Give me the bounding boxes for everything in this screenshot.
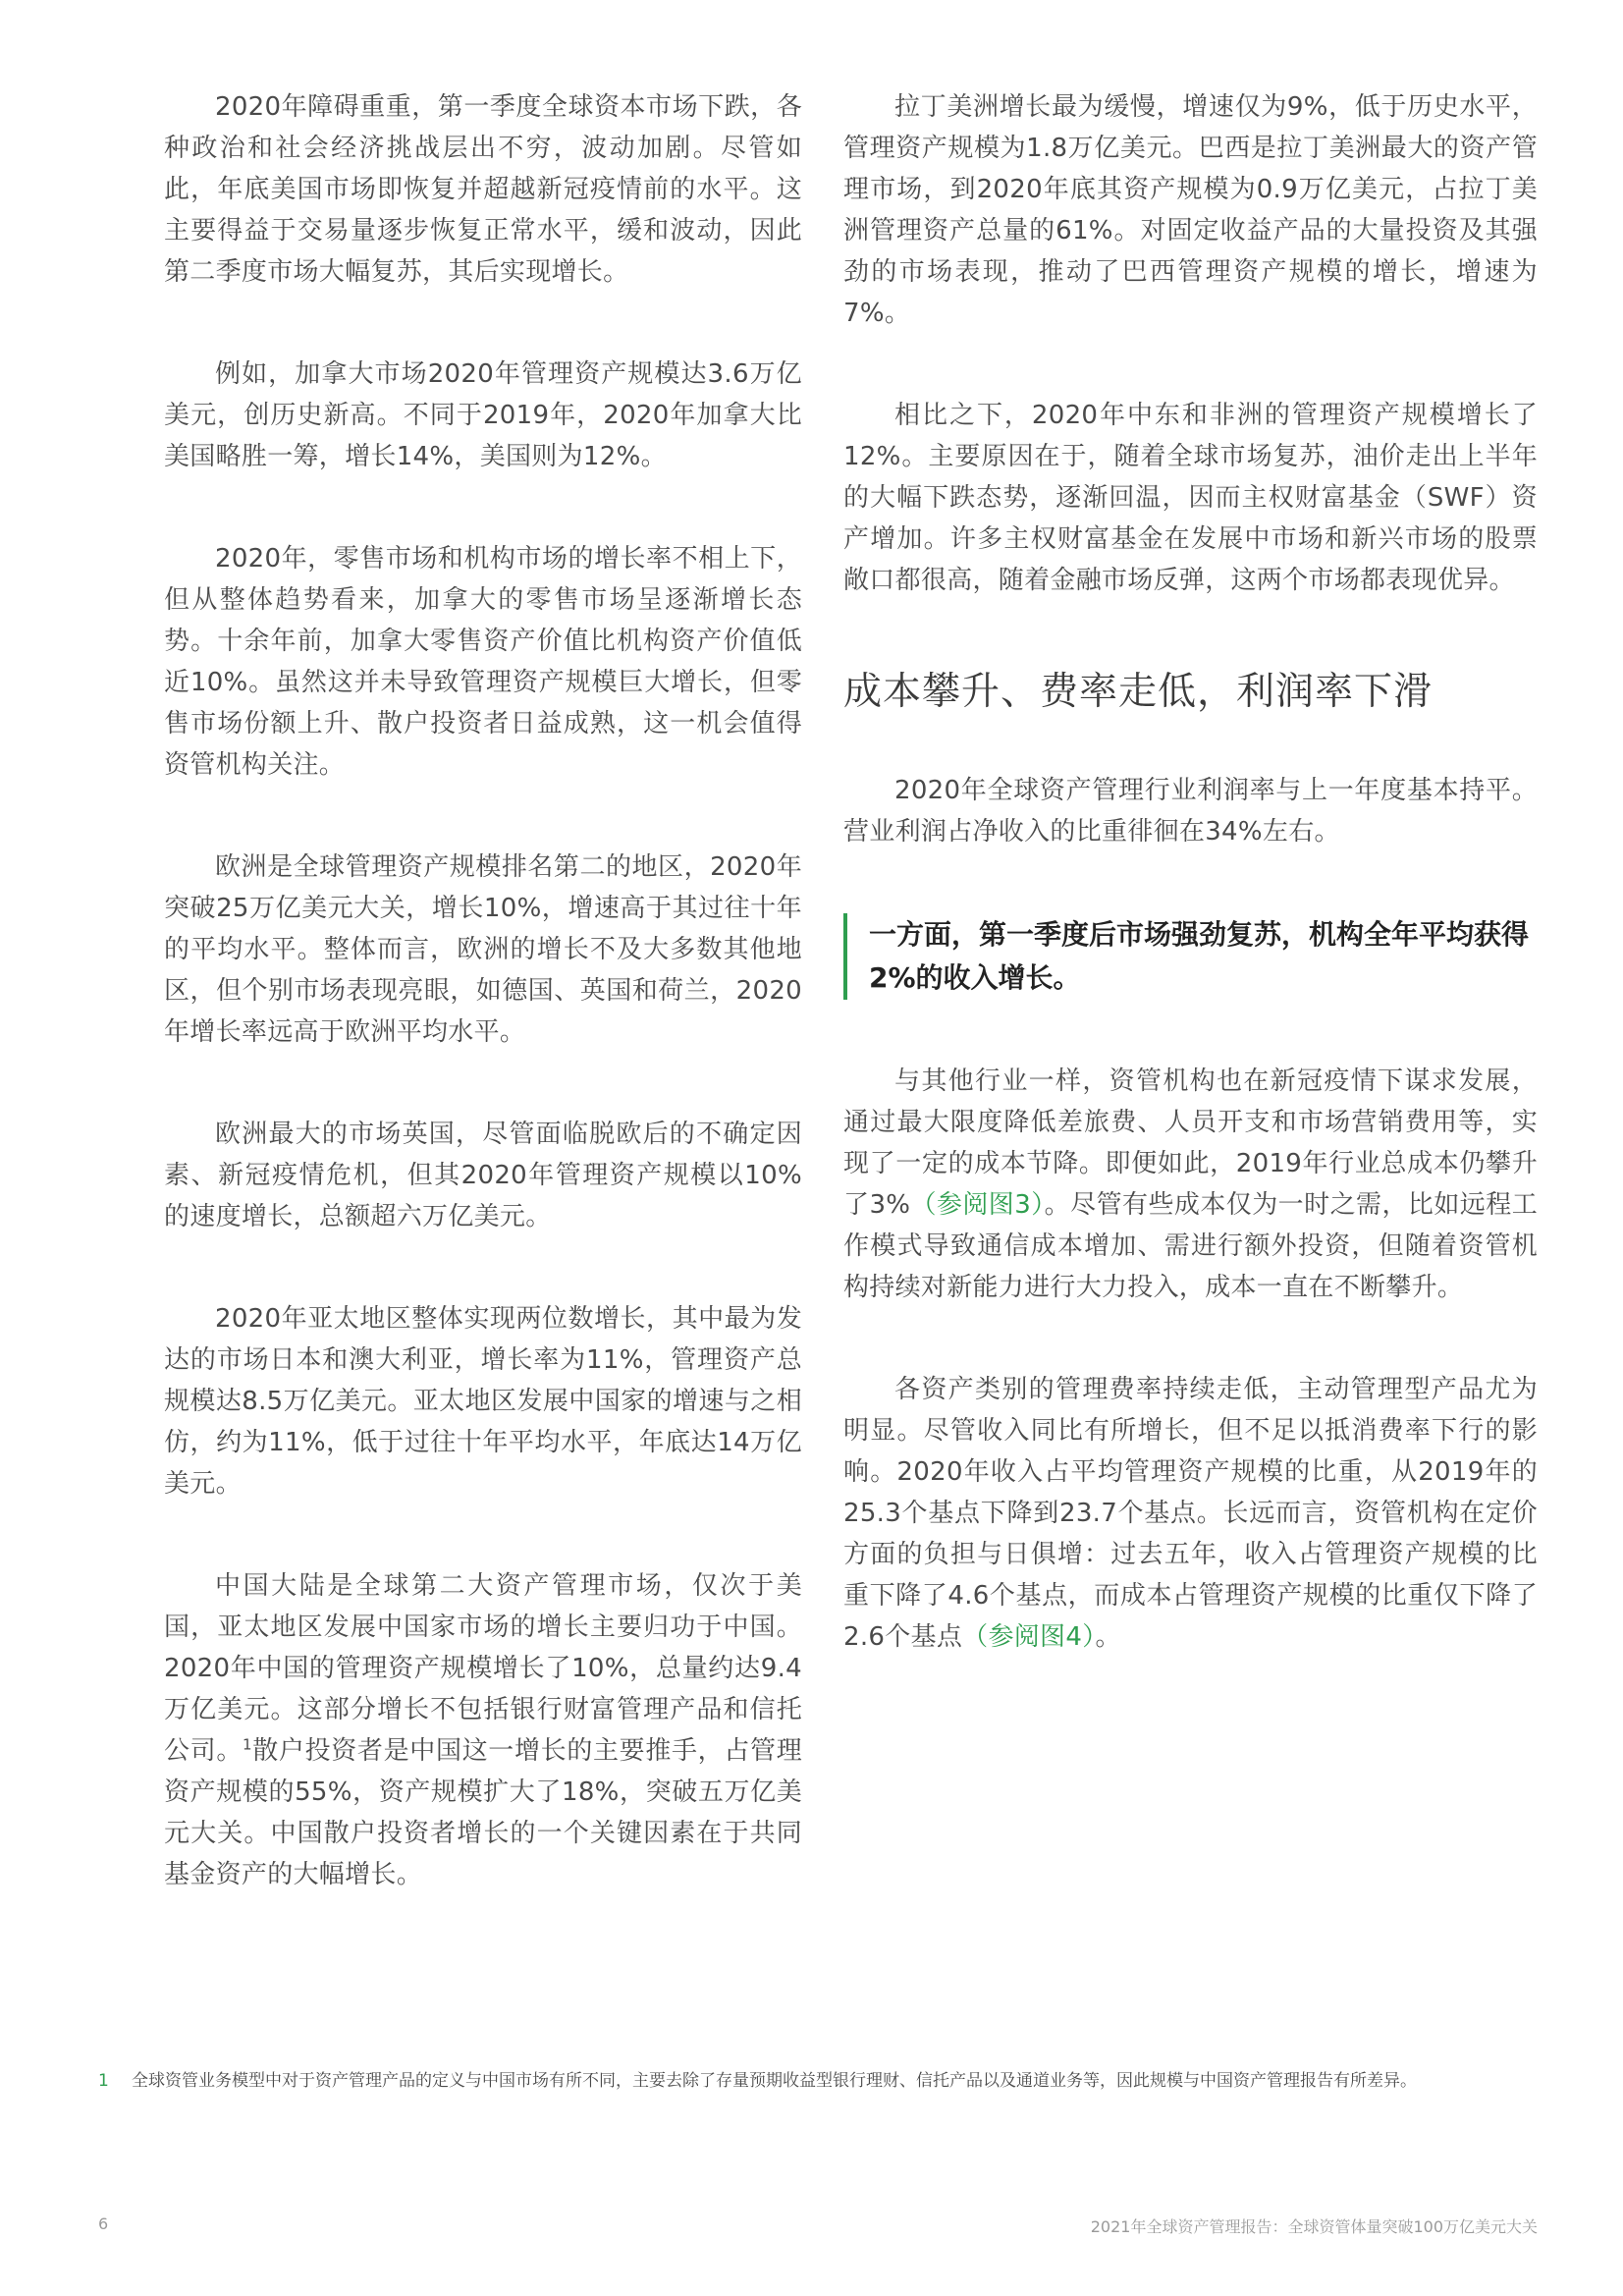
paragraph-china [164,1565,802,1895]
paragraph-uk: 欧洲最大的市场英国，尽管面临脱欧后的不确定因素、新冠疫情危机，但其2020年管理资产规模以10%的速度增长，总额超六万亿美元。 [164,1120,802,1231]
paragraph-canada: 例如，加拿大市场2020年管理资产规模达3.6万亿美元，创历史新高。不同于2019年，2020年加拿大比美国略胜一筹，增长14%，美国则为12%。 [164,359,802,471]
footnote [98,2070,1542,2092]
paragraph-asia-pacific: 2020年亚太地区整体实现两位数增长，其中最为发达的市场日本和澳大利亚，增长率为11%，管理资产总规模达8.5万亿美元。亚太地区发展中国家的增速与之相仿，约为11%，低于过往十年平均水平，年底达14万亿美元。 [164,1304,802,1499]
right-column [843,86,1538,1658]
page-number: 6 [98,2214,109,2233]
paragraph-fees-part1: 各资产类别的管理费率持续走低，主动管理型产品尤为明显。尽管收入同比有所增长，但不足以抵消费率下行的影响。2020年收入占平均管理资产规模的比重，从2019年的25.3个基点下降到23.7个基点。长远而言，资管机构在定价方面的负担与日俱增：过去五年，收入占管理资产规模的比重下降了4.6个基点，而成本占管理资产规模的比重仅下降了2.6个基点 [843,1375,1538,1652]
paragraph-canada-retail: 2020年，零售市场和机构市场的增长率不相上下，但从整体趋势看来，加拿大的零售市场呈逐渐增长态势。十余年前，加拿大零售资产价值比机构资产价值低近10%。虽然这并未导致管理资产规模巨大增长，但零售市场份额上升、散户投资者日益成熟，这一机会值得资管机构关注。 [164,544,802,780]
paragraph-europe: 欧洲是全球管理资产规模排名第二的地区，2020年突破25万亿美元大关，增长10%，增速高于其过往十年的平均水平。整体而言，欧洲的增长不及大多数其他地区，但个别市场表现亮眼，如德国、英国和荷兰，2020年增长率远高于欧洲平均水平。 [164,852,802,1047]
running-title: 2021年全球资产管理报告：全球资管体量突破100万亿美元大关 [1090,2217,1538,2236]
footnote-number: 1 [98,2071,109,2091]
figure-3-reference-link[interactable]: （参阅图3） [910,1190,1045,1220]
paragraph-profit-margin: 2020年全球资产管理行业利润率与上一年度基本持平。营业利润占净收入的比重徘徊在34%左右。 [843,776,1538,847]
left-column [164,86,802,1895]
paragraph-costs-part1: 与其他行业一样，资管机构也在新冠疫情下谋求发展，通过最大限度降低差旅费、人员开支和市场营销费用等，实现了一定的成本节降。即便如此，2019年行业总成本仍攀升了3% [843,1066,1538,1220]
paragraph-china-part1: 中国大陆是全球第二大资产管理市场，仅次于美国，亚太地区发展中国家市场的增长主要归功于中国。2020年中国的管理资产规模增长了10%，总量约达9.4万亿美元。这部分增长不包括银行财富管理产品和信托公司。 [164,1571,802,1766]
footnote-marker[interactable]: 1 [243,1735,252,1754]
section-heading: 成本攀升、费率走低，利润率下滑 [843,670,1434,714]
paragraph-latin-america: 拉丁美洲增长最为缓慢，增速仅为9%，低于历史水平，管理资产规模为1.8万亿美元。巴西是拉丁美洲最大的资产管理市场，到2020年底其资产规模为0.9万亿美元，占拉丁美洲管理资产总量的61%。对固定收益产品的大量投资及其强劲的市场表现，推动了巴西管理资产规模的增长，增速为7%。 [843,92,1538,328]
paragraph-costs-part2: 。尽管有些成本仅为一时之需，比如远程工作模式导致通信成本增加、需进行额外投资，但随着资管机构持续对新能力进行大力投入，成本一直在不断攀升。 [843,1190,1539,1302]
paragraph-middle-east-africa: 相比之下，2020年中东和非洲的管理资产规模增长了12%。主要原因在于，随着全球市场复苏，油价走出上半年的大幅下跌态势，逐渐回温，因而主权财富基金（SWF）资产增加。许多主权财富基金在发展中市场和新兴市场的股票敞口都很高，随着金融市场反弹，这两个市场都表现优异。 [843,401,1538,595]
callout-quote: 一方面，第一季度后市场强劲复苏，机构全年平均获得2%的收入增长。 [843,913,1538,1000]
paragraph-china-part2: 散户投资者是中国这一增长的主要推手，占管理资产规模的55%，资产规模扩大了18%，突破五万亿美元大关。中国散户投资者增长的一个关键因素在于共同基金资产的大幅增长。 [164,1736,802,1889]
paragraph-fees [843,1369,1538,1658]
paragraph-costs [843,1061,1538,1308]
footnote-text: 全球资管业务模型中对于资产管理产品的定义与中国市场有所不同，主要去除了存量预期收益型银行理财、信托产品以及通道业务等，因此规模与中国资产管理报告有所差异。 [132,2071,1417,2091]
paragraph-market-recovery: 2020年障碍重重，第一季度全球资本市场下跌，各种政治和社会经济挑战层出不穷，波动加剧。尽管如此，年底美国市场即恢复并超越新冠疫情前的水平。这主要得益于交易量逐步恢复正常水平，缓和波动，因此第二季度市场大幅复苏，其后实现增长。 [164,92,802,287]
paragraph-fees-part2: 。 [1095,1622,1121,1652]
figure-4-reference-link[interactable]: （参阅图4） [962,1622,1096,1652]
